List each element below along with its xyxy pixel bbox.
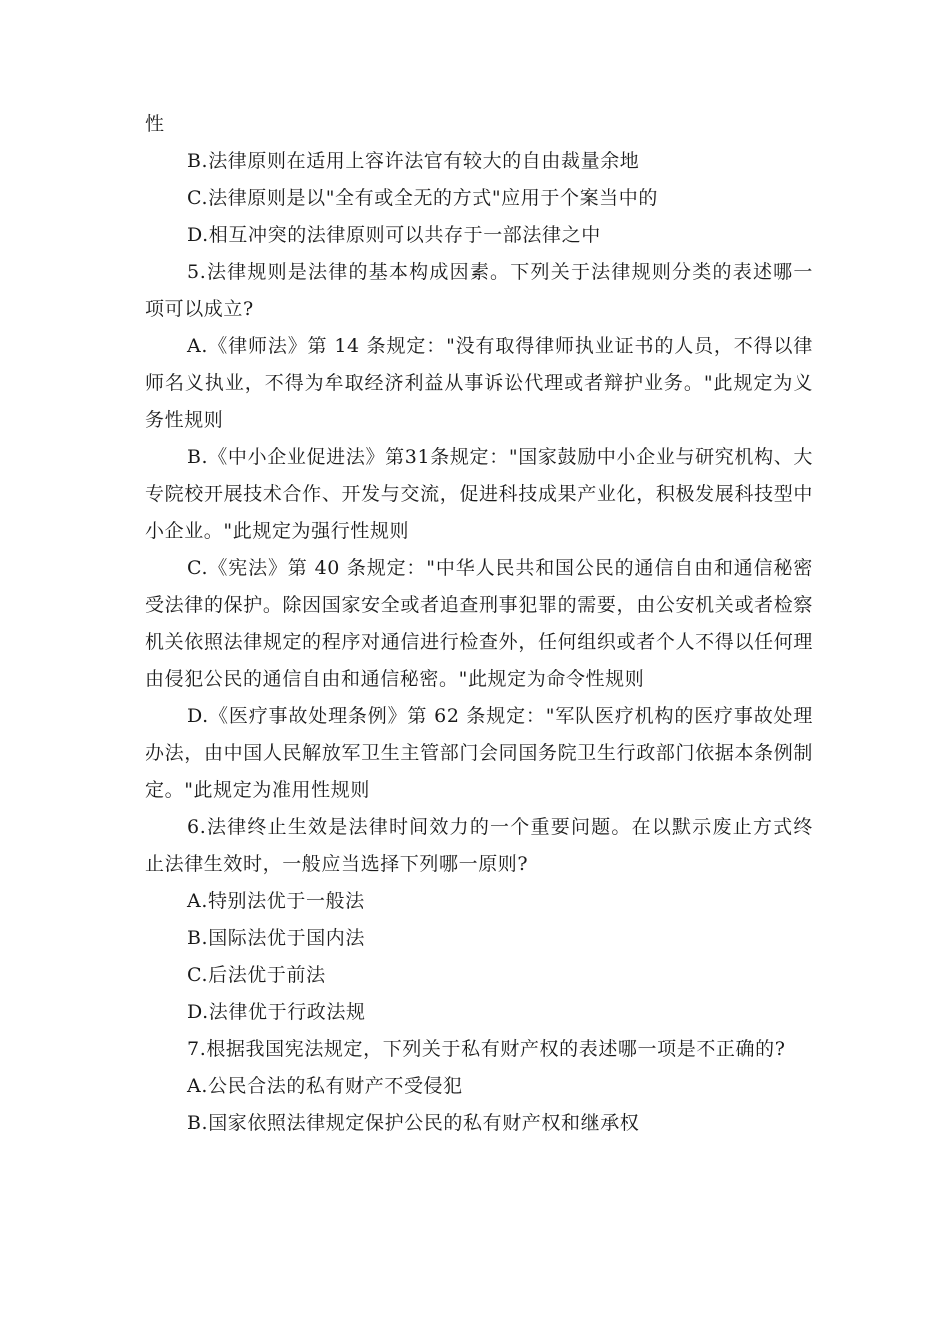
option-a-q7: A.公民合法的私有财产不受侵犯: [187, 1075, 463, 1097]
option-d-q5: D.《医疗事故处理条例》第 62 条规定："军队医疗机构的医疗事故处理办法，由中国人民解放军卫生主管部门会同国务院卫生行政部门依据本条例制定。"此规定为准用性规则: [145, 705, 813, 801]
option-a-q6: A.特别法优于一般法: [187, 890, 365, 912]
paragraph-continuation: 性: [145, 113, 165, 135]
question-6: 6.法律终止生效是法律时间效力的一个重要问题。在以默示废止方式终止法律生效时，一般应当选择下列哪一原则?: [145, 816, 813, 875]
document-page: [145, 106, 813, 1142]
option-d-q6: D.法律优于行政法规: [187, 1001, 366, 1023]
option-c-q6: C.后法优于前法: [187, 964, 326, 986]
option-c-q4: C.法律原则是以"全有或全无的方式"应用于个案当中的: [187, 187, 658, 209]
option-b-q5: B.《中小企业促进法》第31条规定："国家鼓励中小企业与研究机构、大专院校开展技术合作、开发与交流，促进科技成果产业化，积极发展科技型中小企业。"此规定为强行性规则: [145, 446, 813, 542]
question-7: 7.根据我国宪法规定，下列关于私有财产权的表述哪一项是不正确的?: [187, 1038, 786, 1060]
question-5: 5.法律规则是法律的基本构成因素。下列关于法律规则分类的表述哪一项可以成立?: [145, 261, 813, 320]
option-b-q4: B.法律原则在适用上容许法官有较大的自由裁量余地: [187, 150, 640, 172]
option-d-q4: D.相互冲突的法律原则可以共存于一部法律之中: [187, 224, 601, 246]
option-b-q6: B.国际法优于国内法: [187, 927, 366, 949]
option-a-q5: A.《律师法》第 14 条规定："没有取得律师执业证书的人员，不得以律师名义执业，不得为牟取经济利益从事诉讼代理或者辩护业务。"此规定为义务性规则: [145, 335, 813, 431]
option-c-q5: C.《宪法》第 40 条规定："中华人民共和国公民的通信自由和通信秘密受法律的保护。除因国家安全或者追查刑事犯罪的需要，由公安机关或者检察机关依照法律规定的程序对通信进行检查外，任何组织或者个人不得以任何理由侵犯公民的通信自由和通信秘密。"此规定为命令性规则: [145, 557, 813, 690]
option-b-q7: B.国家依照法律规定保护公民的私有财产权和继承权: [187, 1112, 640, 1134]
